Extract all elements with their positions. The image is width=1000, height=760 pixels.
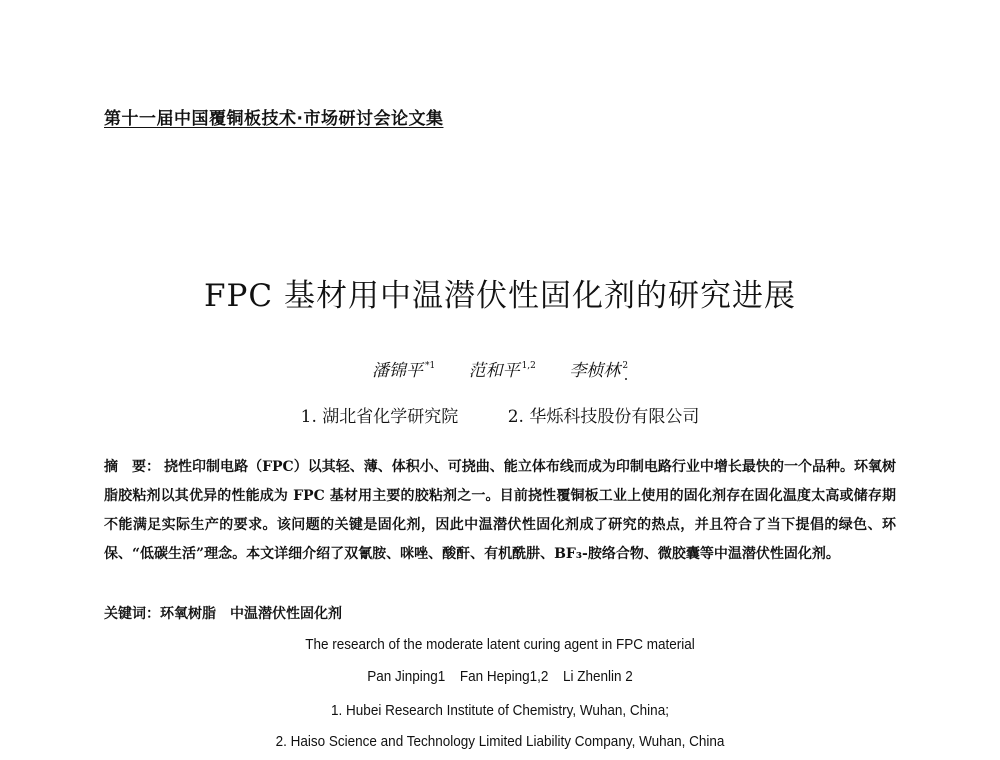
affiliation-1: 1. 湖北省化学研究院 [300,407,459,427]
author-2 [469,361,536,381]
author-mark: *1 [424,361,436,371]
english-author-3: Li Zhenlin 2 [562,668,633,685]
affiliation-2: 2. 华烁科技股份有限公司 [507,407,700,427]
keywords [104,603,356,623]
author-name: 李桢林 [569,361,621,381]
keyword-2: 中温潜伏性固化剂 [230,606,342,622]
author-mark: 1,2 [521,361,536,371]
english-author-1: Pan Jinping1 [367,668,446,685]
author-1 [372,361,435,381]
paper-title: FPC 基材用中温潜伏性固化剂的研究进展 [204,278,796,314]
author-3 [569,361,628,381]
author-name: 潘锦平 [371,361,423,381]
english-affiliation-2: 2. Haiso Science and Technology Limited Liability Company, Wuhan, China [275,733,725,750]
running-header: 第十一届中国覆铜板技术·市场研讨会论文集 [104,109,444,129]
english-author-list [50,668,950,685]
english-affiliation-1: 1. Hubei Research Institute of Chemistry, Wuhan, China; [331,702,669,719]
abstract [104,453,896,569]
author-list [0,356,1000,381]
abstract-label: 摘 要： [104,459,161,475]
affiliation-list [0,402,1000,427]
author-mark: 2 [622,361,629,371]
abstract-text: 挠性印制电路（FPC）以其轻、薄、体积小、可挠曲、能立体布线而成为印制电路行业中增长最快的一个品种。环氧树脂胶粘剂以其优异的性能成为 FPC 基材用主要的胶粘剂之一。目前挠性覆铜板工业上使用的固化剂存在固化温度太高或储存期不能满足实际生产的要求。该问题的关键是固化剂，因此中温潜伏性固化剂成了研究的热点，并且符合了当下提倡的绿色、环保、“低碳生活”理念。本文详细介绍了双氰胺、咪唑、酸酐、有机酰肼、BF₃-胺络合物、微胶囊等中温潜伏性固化剂。 [104,459,896,562]
english-title: The research of the moderate latent curing agent in FPC material [305,636,695,653]
english-author-2: Fan Heping1,2 [459,668,549,685]
author-name: 范和平 [468,361,520,381]
scan-speck [625,378,627,380]
keywords-label: 关键词： [104,606,160,622]
keyword-1: 环氧树脂 [160,606,216,622]
